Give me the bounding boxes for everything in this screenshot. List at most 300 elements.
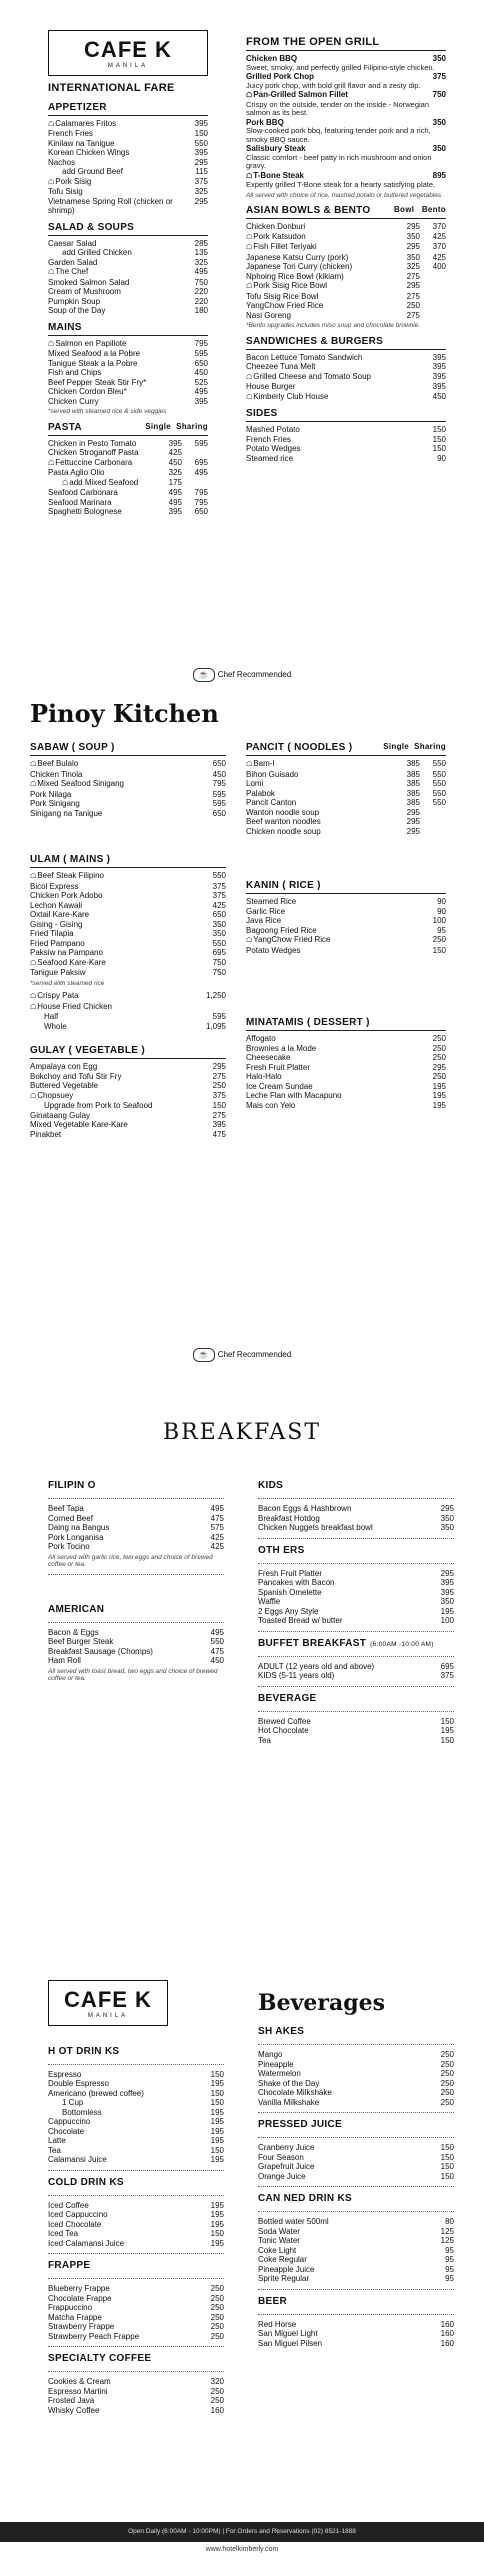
- logo-name: CAFE K: [84, 37, 172, 62]
- item-name-text: Cookies & Cream: [48, 2377, 111, 2387]
- menu-item: [246, 353, 446, 363]
- sabaw-list: [30, 759, 226, 818]
- menu-item: [48, 448, 208, 458]
- menu-item: [48, 1637, 224, 1647]
- item-name: [48, 1542, 202, 1552]
- item-price: 150: [432, 425, 446, 435]
- american-heading: AMERICAN: [48, 1603, 105, 1615]
- item-price: 650: [212, 910, 226, 919]
- menu-item: [258, 1514, 454, 1524]
- breakfast-left-column: [48, 1474, 224, 1687]
- item-name: [48, 1647, 202, 1657]
- item-name: [48, 349, 186, 359]
- item-name-text: Pork Sisig Rice Bowl: [253, 281, 328, 291]
- item-price: 650: [212, 808, 226, 818]
- item-price: 550: [212, 938, 226, 948]
- item-price-sharing: 650: [194, 507, 208, 517]
- menu-item: [48, 2108, 224, 2118]
- chef-hat-icon: ☖: [246, 761, 253, 768]
- item-name: [30, 1130, 204, 1140]
- menu-item: [246, 798, 446, 808]
- menu-item: [48, 368, 208, 378]
- item-name: [246, 372, 424, 383]
- item-name: [246, 1063, 424, 1073]
- item-name: [48, 378, 186, 388]
- item-name: [246, 946, 424, 956]
- item-price-sharing: 400: [432, 262, 446, 272]
- item-price: 450: [194, 368, 208, 378]
- menu-item: [48, 2070, 224, 2080]
- grill-column: [246, 30, 446, 463]
- item-price-sharing: [420, 311, 446, 321]
- item-name: [48, 2406, 202, 2416]
- item-price: 90: [437, 906, 446, 916]
- item-name-text: Oxtail Kare-Kare: [30, 910, 90, 919]
- menu-item: [30, 929, 226, 939]
- salads-list: [48, 239, 208, 316]
- item-price-single: 295: [406, 826, 420, 836]
- item-price-single: 250: [406, 301, 420, 311]
- menu-item: [246, 382, 446, 392]
- item-price: 295: [194, 196, 208, 206]
- item-price: 100: [440, 1616, 454, 1625]
- item-price: 150: [440, 1735, 454, 1745]
- item-name: [246, 916, 424, 926]
- kids-heading: KIDS: [258, 1480, 284, 1491]
- item-name: [48, 2079, 202, 2089]
- menu-item: [30, 958, 226, 969]
- menu-item: [48, 187, 208, 197]
- item-name-text: Ginataang Gulay: [30, 1110, 91, 1120]
- item-name-text: Nachos: [48, 157, 76, 167]
- menu-item: [30, 939, 226, 949]
- item-price-sharing: 370: [432, 222, 446, 232]
- chef-hat-icon: ☕: [193, 1348, 215, 1362]
- item-name: [246, 770, 394, 780]
- item-name: [48, 458, 156, 469]
- menu-item: [258, 1717, 454, 1727]
- item-name: [246, 1091, 424, 1101]
- menu-item: [48, 2332, 224, 2342]
- item-name: [48, 2155, 202, 2165]
- menu-item: [258, 2098, 454, 2108]
- chef-recommended-badge-2: [0, 1348, 484, 1362]
- item-price: 150: [210, 2088, 224, 2098]
- item-name: [258, 2217, 432, 2227]
- item-name-text: Lechon Kawali: [30, 900, 83, 910]
- menu-item: [258, 1504, 454, 1514]
- mains-list: [48, 339, 208, 407]
- item-name-text: Caesar Salad: [48, 238, 97, 248]
- salads-heading: SALAD & SOUPS: [48, 222, 208, 236]
- cold-heading: COLD DRIN KS: [48, 2176, 124, 2188]
- item-price: 395: [194, 396, 208, 406]
- kanin-list: [246, 897, 446, 955]
- menu-item: [48, 2313, 224, 2323]
- divider: [258, 2044, 454, 2045]
- chef-hat-icon: ☖: [246, 373, 253, 381]
- item-price-single: 175: [168, 477, 182, 487]
- menu-item: [48, 339, 208, 350]
- item-price: 395: [194, 148, 208, 158]
- item-name-text: Nphoing Rice Bowl (kikiam): [246, 271, 344, 281]
- menu-item: [246, 372, 446, 383]
- menu-item: [30, 968, 226, 978]
- item-name-text: Pan-Grilled Salmon Fillet: [253, 90, 348, 100]
- item-price: 160: [440, 2319, 454, 2329]
- item-name-text: Matcha Frappe: [48, 2312, 102, 2322]
- menu-item: [258, 2236, 454, 2246]
- item-name: [48, 2117, 202, 2127]
- chef-hat-icon: ☖: [48, 178, 55, 186]
- menu-item: [48, 2229, 224, 2239]
- pancit-col-sharing: Sharing: [414, 742, 446, 751]
- pancit-list: [246, 759, 446, 836]
- chef-hat-icon: ☖: [30, 1003, 37, 1011]
- item-name-text: Four Season: [258, 2152, 304, 2162]
- item-name: [30, 779, 204, 790]
- item-name: [30, 1012, 204, 1022]
- item-price: 90: [437, 897, 446, 906]
- menu-item: [246, 789, 446, 799]
- item-name-text: Bottomless: [62, 2107, 102, 2117]
- item-name-text: Ampalaya con Egg: [30, 1062, 98, 1071]
- item-price-single: 295: [406, 807, 420, 817]
- item-name-text: Calamares Fritos: [55, 118, 117, 128]
- item-name-text: Potato Wedges: [246, 945, 301, 955]
- item-price-sharing: 550: [432, 798, 446, 807]
- item-name-text: Garlic Rice: [246, 906, 286, 916]
- item-price: 575: [210, 1523, 224, 1532]
- menu-item: [48, 1514, 224, 1524]
- item-name: [48, 2239, 202, 2249]
- item-name-text: Toasted Bread w/ butter: [258, 1616, 343, 1625]
- divider: [48, 2278, 224, 2279]
- item-price: 195: [210, 2219, 224, 2229]
- item-name-text: Strawberry Frappe: [48, 2322, 115, 2332]
- item-price: 550: [210, 1637, 224, 1646]
- item-price: 195: [210, 2126, 224, 2136]
- divider: [258, 2314, 454, 2315]
- chef-hat-icon: ☖: [246, 233, 253, 241]
- logo-name: CAFE K: [64, 1987, 152, 2012]
- menu-item: [48, 148, 208, 158]
- item-name: [246, 789, 394, 799]
- pressed-juice-list: [258, 2143, 454, 2181]
- menu-item: [246, 808, 446, 818]
- item-name-text: Pork Sisig: [55, 176, 92, 186]
- item-name-text: Chicken Nuggets breakfast bowl: [258, 1523, 373, 1532]
- item-name: [30, 939, 204, 949]
- menu-item: [48, 2294, 224, 2304]
- menu-item: [246, 454, 446, 464]
- menu-item: [48, 129, 208, 139]
- item-name-text: Chicken noodle soup: [246, 826, 321, 836]
- menu-item: [246, 242, 446, 253]
- item-name-text: Chocolate Frappe: [48, 2293, 112, 2303]
- divider: [258, 1498, 454, 1499]
- item-name-text: Spaghetti Bolognese: [48, 507, 122, 517]
- item-name: [246, 1034, 424, 1044]
- item-price: 375: [194, 176, 208, 186]
- item-name: [246, 827, 394, 837]
- item-name-text: Iced Coffee: [48, 2200, 89, 2210]
- item-name-text: Fish and Chips: [48, 368, 102, 378]
- item-name-text: ADULT (12 years old and above): [258, 1661, 375, 1671]
- item-name-text: Watermelon: [258, 2069, 301, 2079]
- item-name: [30, 929, 204, 939]
- menu-item: [48, 2098, 224, 2108]
- divider: [48, 2195, 224, 2196]
- item-price: 475: [210, 1513, 224, 1523]
- item-price: 295: [194, 157, 208, 167]
- mains-heading: MAINS: [48, 322, 208, 336]
- item-name-text: Beef Steak Filipino: [37, 871, 104, 880]
- cold-drinks-list: [48, 2201, 224, 2249]
- menu-item: [258, 1597, 454, 1607]
- menu-item: [246, 1044, 446, 1054]
- item-price-single: 425: [168, 448, 182, 458]
- menu-item: [48, 1628, 224, 1638]
- item-name-text: KIDS (5-11 years old): [258, 1671, 335, 1680]
- chef-hat-icon: ☖: [246, 172, 253, 180]
- menu-item: [30, 1022, 226, 1032]
- menu-item: [30, 891, 226, 901]
- item-price-sharing: 595: [194, 438, 208, 448]
- item-price: 125: [440, 2236, 454, 2246]
- menu-item: [30, 1012, 226, 1022]
- item-name-text: Seafood Carbonara: [48, 488, 118, 498]
- item-price-single: 385: [406, 759, 420, 768]
- beer-heading: BEER: [258, 2295, 287, 2307]
- item-name: [48, 2201, 202, 2211]
- item-price: 395: [432, 362, 446, 372]
- item-name: [246, 435, 424, 445]
- menu-item: [246, 301, 446, 311]
- item-price: 250: [210, 2312, 224, 2322]
- item-price: 425: [210, 1542, 224, 1551]
- item-name-text: Pasta Aglio Olio: [48, 468, 105, 478]
- item-name-text: Mixed Seafood a la Pobre: [48, 349, 141, 359]
- item-name-text: Pork BBQ: [246, 117, 284, 127]
- item-name-text: 1 Cup: [62, 2098, 84, 2108]
- menu-item: [30, 1111, 226, 1121]
- item-name: [258, 1616, 432, 1626]
- item-name: [30, 799, 204, 809]
- item-name: [48, 258, 186, 268]
- chef-hat-icon: ☕: [193, 668, 215, 682]
- ulam-note: *served with steamed rice: [30, 979, 105, 987]
- item-name: [246, 281, 394, 292]
- item-name-text: Chocolate: [48, 2126, 85, 2136]
- menu-item: [48, 478, 208, 489]
- item-description: Expertly grilled T-Bone steak for a hearty satisfying plate.: [246, 180, 436, 190]
- menu-item: [258, 2050, 454, 2060]
- item-price: 250: [210, 2386, 224, 2396]
- item-price: 450: [432, 391, 446, 401]
- section-international: [0, 30, 484, 690]
- menu-item: [246, 1072, 446, 1082]
- item-price: 150: [210, 2229, 224, 2239]
- item-price: 150: [440, 2162, 454, 2172]
- menu-item: [48, 1533, 224, 1543]
- item-name-text: Tanigue Steak a la Pobre: [48, 358, 138, 368]
- menu-item: [258, 2088, 454, 2098]
- item-price: 150: [210, 2145, 224, 2155]
- item-price: 150: [440, 2152, 454, 2162]
- item-name: [246, 759, 394, 770]
- item-price: 80: [445, 2217, 454, 2227]
- logo-2: [48, 1980, 168, 2026]
- item-name: [258, 1662, 432, 1672]
- menu-item: [30, 1072, 226, 1082]
- item-price: 95: [445, 2255, 454, 2265]
- item-name-text: Pork Sinigang: [30, 799, 80, 808]
- item-name: [258, 1607, 432, 1617]
- menu-item: [48, 177, 208, 188]
- menu-item: [48, 1542, 224, 1552]
- item-name: [258, 1578, 432, 1588]
- item-name: [246, 301, 394, 311]
- menu-item: [48, 119, 208, 130]
- item-price: 250: [440, 2050, 454, 2060]
- pasta-title: PASTA: [48, 421, 82, 433]
- item-name: [48, 339, 186, 350]
- menu-item: [246, 1053, 446, 1063]
- item-name: [258, 2329, 432, 2339]
- sandwiches-list: [246, 353, 446, 403]
- menu-item: [48, 267, 208, 278]
- item-price-single: 295: [406, 817, 420, 826]
- item-name: [246, 1082, 424, 1092]
- item-name-text: Bagoong Fried Rice: [246, 925, 317, 935]
- menu-item: [48, 2117, 224, 2127]
- menu-item: [48, 397, 208, 407]
- item-price: 195: [210, 2079, 224, 2089]
- menu-item: [48, 1523, 224, 1533]
- chef-hat-icon: ☖: [246, 937, 253, 944]
- menu-item: [246, 759, 446, 770]
- item-name: [246, 272, 394, 282]
- item-name: [246, 454, 424, 464]
- item-name-text: Sprite Regular: [258, 2274, 310, 2284]
- item-price: 495: [210, 1627, 224, 1637]
- item-name-text: YangChow Fried Rice: [253, 935, 331, 944]
- item-name-text: Brownies a la Mode: [246, 1043, 317, 1053]
- item-price-single: 350: [406, 231, 420, 241]
- mains-note: *served with steamed rice & side veggies: [48, 408, 167, 416]
- item-name-text: Sinigang na Tanigue: [30, 808, 103, 818]
- item-name-text: Beef Pepper Steak Stir Fry*: [48, 377, 147, 387]
- item-name-text: Cranberry Juice: [258, 2143, 315, 2153]
- menu-item: [48, 197, 208, 216]
- shakes-heading: SH AKES: [258, 2026, 305, 2038]
- buffet-list: [258, 1662, 454, 1681]
- menu-item: [30, 799, 226, 809]
- item-name-text: Kimberly Club House: [253, 391, 329, 401]
- item-price: 450: [210, 1656, 224, 1665]
- footer-url[interactable]: www.hotelkimberly.com: [205, 2546, 279, 2553]
- item-name-text: Tea: [258, 1735, 271, 1745]
- item-name-text: Tea: [48, 2145, 61, 2155]
- divider: [258, 1686, 454, 1687]
- item-price: 250: [210, 2322, 224, 2332]
- item-name: [48, 397, 186, 407]
- section-breakfast: [0, 1420, 484, 1920]
- divider: [48, 1622, 224, 1623]
- item-name-text: Latte: [48, 2136, 66, 2146]
- divider: [48, 1574, 224, 1575]
- chef-hat-icon: ☖: [48, 120, 55, 128]
- item-price: 325: [194, 257, 208, 267]
- item-name: [30, 1022, 204, 1032]
- item-name-text: Upgrade from Pork to Seafood: [44, 1101, 153, 1110]
- canned-drinks-list: [258, 2217, 454, 2284]
- menu-item: [258, 2329, 454, 2339]
- chef-hat-icon: ☖: [30, 781, 37, 788]
- item-price-sharing: [420, 808, 446, 818]
- item-price: 195: [210, 2238, 224, 2248]
- item-price: 395: [440, 1587, 454, 1597]
- chef-hat-icon: ☖: [30, 873, 37, 880]
- item-name-text: Whisky Coffee: [48, 2405, 100, 2415]
- item-price: 350: [432, 54, 446, 64]
- item-name-text: Leche Flan with Macapuno: [246, 1091, 342, 1100]
- item-name: [258, 2274, 432, 2284]
- item-name-text: Paksiw na Pampano: [30, 948, 103, 957]
- item-price: 750: [432, 90, 446, 100]
- asian-title: ASIAN BOWLS & BENTO: [246, 205, 371, 217]
- item-price: 250: [440, 2069, 454, 2079]
- chef-hat-icon: ☖: [30, 761, 37, 768]
- item-price: 95: [445, 2245, 454, 2255]
- menu-item: [258, 2255, 454, 2265]
- item-name-text: Mais con Yelo: [246, 1100, 296, 1110]
- divider: [258, 1656, 454, 1657]
- item-name: [246, 1072, 424, 1082]
- item-price-single: 385: [406, 769, 420, 779]
- item-name: [246, 222, 394, 232]
- grill-note: All served with choice of rice, mashed potato or buttered vegetables: [246, 191, 442, 199]
- item-price: 150: [210, 2069, 224, 2079]
- item-name-text: Pancakes with Bacon: [258, 1578, 335, 1587]
- item-name-text: Chicken Cordon Bleu*: [48, 387, 127, 397]
- menu-item: [48, 359, 208, 369]
- item-name-text: Shake of the Day: [258, 2078, 320, 2088]
- menu-item: [258, 2217, 454, 2227]
- item-name-text: Hot Chocolate: [258, 1726, 309, 1735]
- item-name: [48, 2322, 202, 2332]
- item-name-text: Beef Burger Steak: [48, 1637, 114, 1646]
- breakfast-title: BREAKFAST: [162, 1420, 322, 1445]
- item-name-text: Fresh Fruit Platter: [246, 1062, 311, 1072]
- item-name: [246, 292, 394, 302]
- menu-item: [48, 2155, 224, 2165]
- item-name: [258, 2320, 432, 2330]
- pinoy-left-column: [30, 736, 226, 1139]
- pinoy-title: Pinoy Kitchen: [30, 699, 219, 728]
- item-price: 250: [210, 2293, 224, 2303]
- item-price: 375: [212, 891, 226, 900]
- item-name: [48, 2294, 202, 2304]
- item-name-text: Ham Roll: [48, 1656, 81, 1665]
- intl-column: [48, 30, 208, 517]
- item-name: [48, 278, 186, 288]
- menu-item: [48, 2201, 224, 2211]
- chef-hat-icon: ☖: [30, 1092, 37, 1100]
- item-price: 595: [212, 789, 226, 799]
- item-price-single: 495: [168, 488, 182, 498]
